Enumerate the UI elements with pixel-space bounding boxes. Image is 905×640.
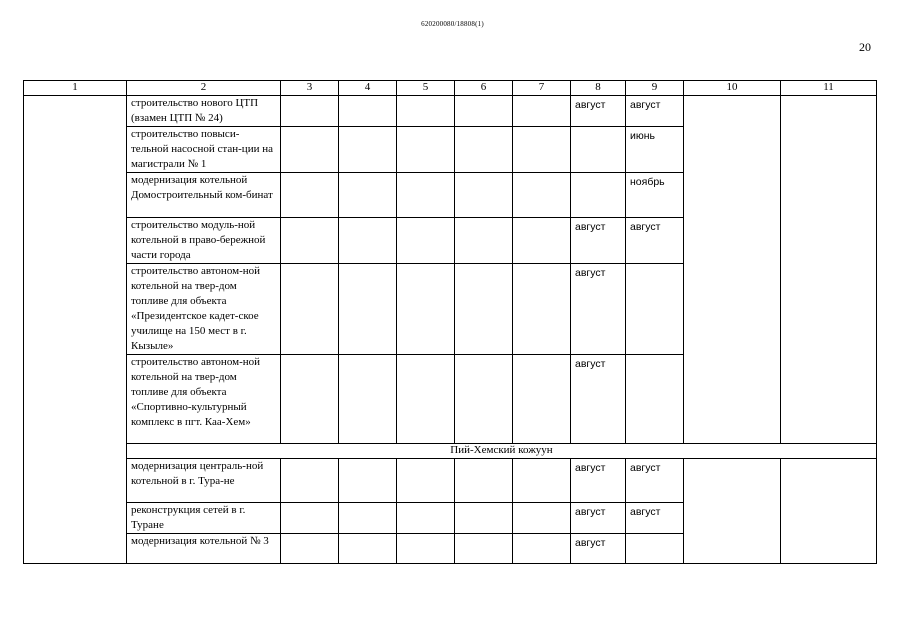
empty-cell xyxy=(281,459,339,503)
month-col8: август xyxy=(571,459,626,503)
empty-cell xyxy=(397,96,455,127)
month-col9 xyxy=(626,355,684,444)
empty-cell xyxy=(455,218,513,264)
empty-cell xyxy=(513,503,571,534)
month-col8: август xyxy=(571,355,626,444)
item-description: строительство автоном-ной котельной на твер-дом топливе для объекта «Президентское кадет-ское училище на 150 мест в г. Кызыле» xyxy=(127,264,281,355)
month-col8: август xyxy=(571,218,626,264)
document-number: 620200080/18808(1) xyxy=(421,20,484,28)
column-header: 6 xyxy=(455,81,513,96)
empty-cell xyxy=(281,534,339,564)
empty-cell xyxy=(339,503,397,534)
column-header: 3 xyxy=(281,81,339,96)
month-col8: август xyxy=(571,96,626,127)
empty-cell xyxy=(339,355,397,444)
column-header: 10 xyxy=(684,81,781,96)
month-col9: август xyxy=(626,459,684,503)
month-col8: август xyxy=(571,534,626,564)
empty-cell xyxy=(513,173,571,218)
empty-cell xyxy=(513,264,571,355)
empty-cell xyxy=(455,503,513,534)
item-description: строительство нового ЦТП (взамен ЦТП № 24) xyxy=(127,96,281,127)
table-row xyxy=(24,459,877,503)
empty-cell xyxy=(397,459,455,503)
empty-cell xyxy=(281,218,339,264)
empty-cell xyxy=(281,127,339,173)
empty-cell xyxy=(339,534,397,564)
empty-cell xyxy=(513,534,571,564)
item-description: строительство повыси-тельной насосной стан-ции на магистрали № 1 xyxy=(127,127,281,173)
empty-cell xyxy=(281,264,339,355)
empty-cell xyxy=(397,503,455,534)
column-header: 8 xyxy=(571,81,626,96)
region-row xyxy=(24,444,877,459)
empty-cell xyxy=(339,459,397,503)
empty-cell xyxy=(339,127,397,173)
empty-cell xyxy=(397,218,455,264)
item-description: реконструкция сетей в г. Туране xyxy=(127,503,281,534)
month-col8 xyxy=(571,173,626,218)
region-label: Пий-Хемский кожуун xyxy=(127,444,877,459)
schedule-table xyxy=(23,80,877,564)
empty-cell xyxy=(455,355,513,444)
empty-cell xyxy=(339,96,397,127)
empty-cell xyxy=(397,534,455,564)
empty-cell xyxy=(339,173,397,218)
empty-cell xyxy=(397,355,455,444)
empty-cell xyxy=(455,96,513,127)
column-10-cell xyxy=(684,459,781,564)
column-10-cell xyxy=(684,96,781,444)
empty-cell xyxy=(281,173,339,218)
empty-cell xyxy=(513,127,571,173)
empty-cell xyxy=(339,264,397,355)
empty-cell xyxy=(513,459,571,503)
month-col9 xyxy=(626,534,684,564)
item-description: строительство модуль-ной котельной в право-бережной части города xyxy=(127,218,281,264)
item-description: строительство автоном-ной котельной на твер-дом топливе для объекта «Спортивно-культурный комплекс в пгт. Каа-Хем» xyxy=(127,355,281,444)
empty-cell xyxy=(455,264,513,355)
empty-cell xyxy=(513,218,571,264)
item-description: модернизация централь-ной котельной в г. Тура-не xyxy=(127,459,281,503)
empty-cell xyxy=(455,459,513,503)
empty-cell xyxy=(281,503,339,534)
item-description: модернизация котельной № 3 xyxy=(127,534,281,564)
empty-cell xyxy=(455,534,513,564)
column-header: 2 xyxy=(127,81,281,96)
column-header: 5 xyxy=(397,81,455,96)
month-col9: ноябрь xyxy=(626,173,684,218)
column-header: 7 xyxy=(513,81,571,96)
month-col8 xyxy=(571,127,626,173)
empty-cell xyxy=(397,264,455,355)
month-col9: июнь xyxy=(626,127,684,173)
column-header: 11 xyxy=(781,81,877,96)
header-row xyxy=(24,81,877,96)
empty-cell xyxy=(455,173,513,218)
month-col9: август xyxy=(626,96,684,127)
month-col8: август xyxy=(571,264,626,355)
empty-cell xyxy=(513,96,571,127)
column-11-cell xyxy=(781,96,877,444)
empty-cell xyxy=(455,127,513,173)
empty-cell xyxy=(281,355,339,444)
month-col9: август xyxy=(626,218,684,264)
column-header: 9 xyxy=(626,81,684,96)
table-row xyxy=(24,96,877,127)
empty-cell xyxy=(397,173,455,218)
empty-cell xyxy=(513,355,571,444)
month-col8: август xyxy=(571,503,626,534)
column-header: 4 xyxy=(339,81,397,96)
empty-cell xyxy=(339,218,397,264)
page-number: 20 xyxy=(859,40,871,54)
empty-cell xyxy=(397,127,455,173)
column-11-cell xyxy=(781,459,877,564)
month-col9 xyxy=(626,264,684,355)
column-1-cell xyxy=(24,96,127,564)
column-header: 1 xyxy=(24,81,127,96)
empty-cell xyxy=(281,96,339,127)
item-description: модернизация котельной Домостроительный ком-бинат xyxy=(127,173,281,218)
month-col9: август xyxy=(626,503,684,534)
